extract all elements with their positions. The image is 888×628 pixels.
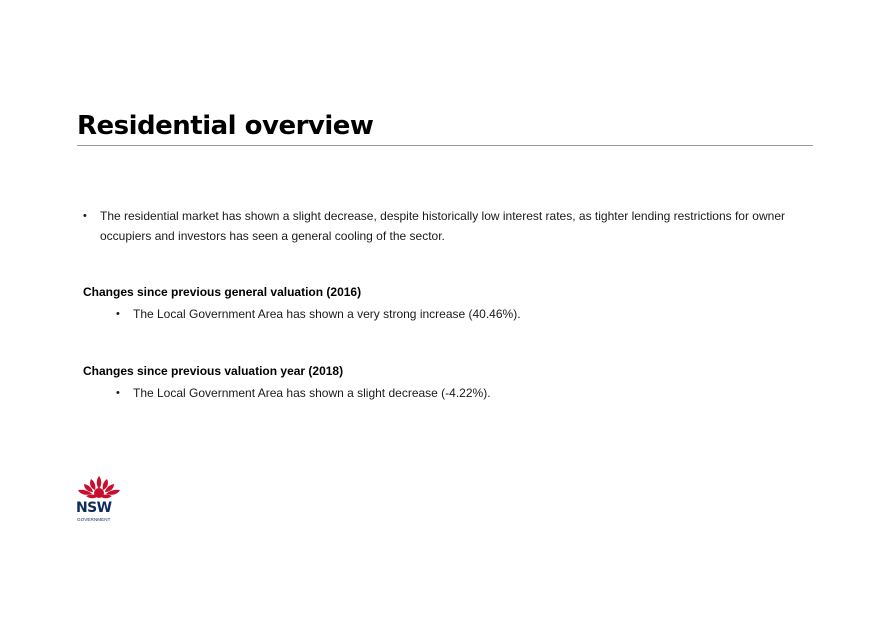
intro-list [83, 207, 803, 246]
logo-subtext: GOVERNMENT [77, 517, 111, 522]
list-item [116, 385, 796, 402]
intro-text: The residential market has shown a slight decrease, despite historically low interest rates, as tighter lending restrictions for owner occupiers and investors has seen a general cooling of the sector. [100, 209, 785, 243]
list-item [116, 306, 796, 323]
bullet-icon: • [116, 308, 120, 320]
title-divider [77, 145, 813, 146]
section-heading-general-valuation: Changes since previous general valuation (2016) [83, 285, 362, 299]
nsw-government-logo [76, 476, 122, 526]
list-item [83, 207, 803, 246]
valuation-year-text: The Local Government Area has shown a slight decrease (-4.22%). [133, 386, 491, 400]
valuation-year-list [116, 385, 796, 402]
waratah-flower-icon [76, 476, 122, 502]
bullet-icon: • [116, 387, 120, 399]
bullet-icon: • [83, 210, 87, 222]
section-heading-valuation-year: Changes since previous valuation year (2018) [83, 364, 344, 378]
general-valuation-list [116, 306, 796, 323]
logo-wordmark: NSW [76, 500, 112, 516]
general-valuation-text: The Local Government Area has shown a very strong increase (40.46%). [133, 307, 521, 321]
page-title: Residential overview [77, 111, 374, 141]
